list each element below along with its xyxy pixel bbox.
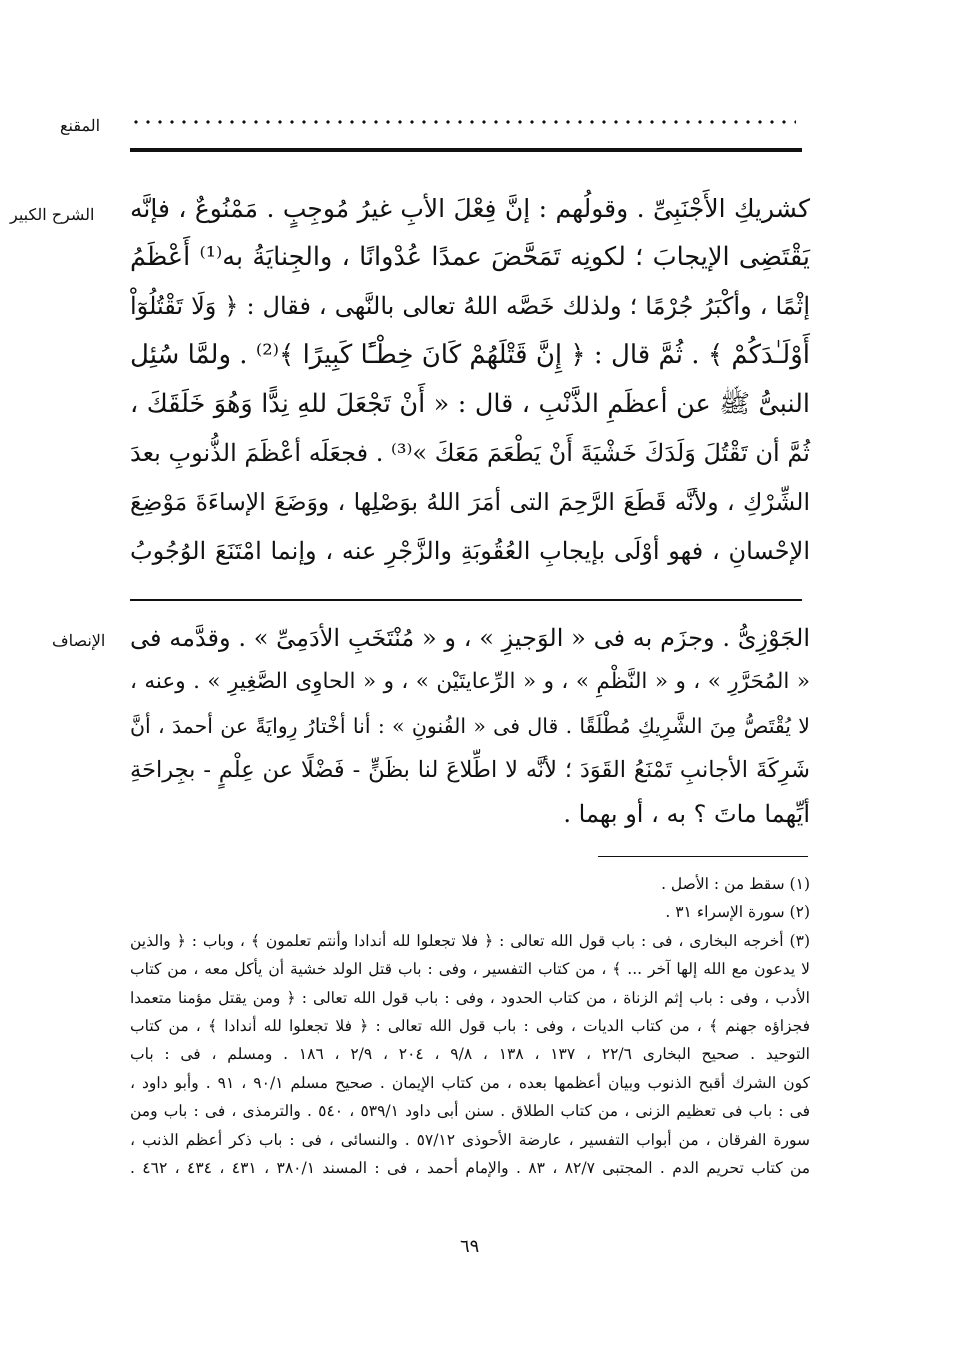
footnote-cont: من كتاب تحريم الدم . المجتبى ٨٢/٧ ، ٨٣ . والإمام أحمد ، فى : المسند ٣٨٠/١ ، ٤٣١ ، ٤٣٤ ، ٤٦٢ .	[130, 1159, 811, 1178]
sharh-line: كشريكِ الأَجْنَبِىِّ . وقولُهم : إنَّ فِعْلَ الأبِ غيرُ مُوجِبٍ . مَمْنُوعٌ ، فإنَّه	[130, 194, 810, 223]
header-dotted-leader	[130, 114, 796, 130]
insaf-line: أيِّهما ماتَ ؟ به ، أو بهما .	[563, 800, 810, 828]
insaf-line: الجَوْزِىُّ . وجزَم به فى « الوَجيزِ » ، و « مُنْتَخَبِ الأدَمِىِّ » . وقدَّمه فى	[130, 624, 810, 652]
footnote: (٣) أخرجه البخارى ، فى : باب قول الله تعالى : ﴿ فلا تجعلوا لله أندادا وأنتم تعلمون ﴾ ، وباب : ﴿ والذين	[130, 931, 810, 950]
footnotes-block	[130, 870, 810, 1182]
header-rule	[130, 148, 802, 152]
side-label-sharh: الشرح الكبير	[10, 205, 95, 224]
footnote-cont: لا يدعون مع الله إلها آخر ... ﴾ ، من كتاب التفسير ، وفى : باب قتل الولد خشية أن يأكل معه ، من كتاب	[130, 960, 810, 979]
footnote: (١) سقط من : الأصل .	[661, 875, 810, 893]
sharh-line: يَقْتَضِى الإيجابَ ؛ لكونِه تَمَحَّضَ عمدًا عُدْوانًا ، والجِنايَةُ به⁽¹⁾ أَعْظَمُ	[130, 242, 810, 272]
footnote-cont: فجزاؤه جهنم ﴾ ، من كتاب الديات ، وفى : باب قول الله تعالى : ﴿ فلا تجعلوا لله أندادا ﴾ ، من كتاب	[130, 1017, 810, 1036]
sharh-line: أَوْلَـٰدَكُمْ ﴾ . ثُمَّ قال : ﴿ إِنَّ قَتْلَهُمْ كَانَ خِطْـًٔا كَبِيرًا ﴾⁽²⁾ . ولمَّا سُئِل	[130, 340, 810, 370]
sharh-line: إثْمًا ، وأكْبَرُ جُرْمًا ؛ ولذلك خَصَّه اللهُ تعالى بالنَّهى ، فقال : ﴿ وَلَا تَقْتُلُوٓاْ	[130, 292, 810, 320]
sharh-line: الشِّرْكِ ، ولأنَّه قَطَعَ الرَّحِمَ التى أمَرَ اللهُ بوَصْلِها ، ووَضَعَ الإساءَةَ مَوْضِعَ	[130, 488, 810, 516]
footnote: (٢) سورة الإسراء ٣١ .	[665, 903, 810, 922]
insaf-line: لا يُقْتَصُّ مِنَ الشَّرِيكِ مُطْلَقًا . قال فى « الفُنونِ » : أنا أخْتارُ رِوايَةً عن أحمدَ ، أنَّ	[130, 714, 810, 738]
header-title: المقنع	[60, 116, 101, 135]
sharh-line: الإحْسانِ ، فهو أوْلَى بإيجابِ العُقُوبَةِ والزَّجْرِ عنه ، وإنما امْتَنَعَ الوُجُوبُ	[130, 537, 810, 565]
section-divider	[130, 599, 802, 601]
side-label-insaf: الإنصاف	[52, 631, 106, 650]
sharh-line: النبىُّ ﷺ عن أعظَمِ الذَّنْبِ ، قال : « أَنْ تَجْعَلَ للهِ نِدًّا وَهُوَ خَلَقَكَ ،	[130, 389, 810, 419]
footnote-rule	[598, 856, 808, 857]
page-number: ٦٩	[460, 1236, 480, 1257]
footnote-cont: سورة الفرقان ، من أبواب التفسير ، عارضة الأحوذى ٥٧/١٢ . والنسائى ، فى : باب ذكر أعظم الذنب ،	[130, 1130, 810, 1149]
footnote-cont: فى : باب فى تعظيم الزنى ، من كتاب الطلاق . سنن أبى داود ٥٣٩/١ ، ٥٤٠ . والترمذى ، فى : باب ومن	[130, 1102, 811, 1121]
footnote-cont: التوحيد . صحيح البخارى ٢٢/٦ ، ١٣٧ ، ١٣٨ ، ٩/٨ ، ٢٠٤ ، ٢/٩ ، ١٨٦ . ومسلم ، فى : باب	[130, 1045, 810, 1064]
insaf-line: « المُحَرَّرِ » ، و « النَّظْمِ » ، و « الرِّعايتَيْن » ، و « الحاوِى الصَّغِيرِ » . وعنه ،	[130, 669, 810, 694]
insaf-line: شَرِكَةَ الأجانبِ تَمْنَعُ القَوَدَ ؛ لأنَّه لا اطِّلاعَ لنا بظَنٍّ - فَضْلًا عن عِلْمٍ - بجِراحَةِ	[130, 757, 810, 783]
footnote-cont: كون الشرك أقبح الذنوب وبيان أعظمها بعده ، من كتاب الإيمان . صحيح مسلم ٩٠/١ ، ٩١ . وأبو داود ،	[130, 1073, 810, 1092]
sharh-text-block	[130, 184, 810, 576]
footnote-cont: الأدب ، وفى : باب إثم الزناة ، من كتاب الحدود ، وفى : باب قول الله تعالى : ﴿ ومن يقتل مؤمنا متعمدا	[130, 988, 810, 1007]
sharh-line: ثُمَّ أن تَقْتُلَ وَلَدَكَ خَشْيَةَ أَنْ يَطْعَمَ مَعَكَ »⁽³⁾ . فجعَلَه أعْظَمَ الذُّنوبِ بعدَ	[130, 439, 810, 467]
insaf-text-block	[130, 616, 810, 836]
